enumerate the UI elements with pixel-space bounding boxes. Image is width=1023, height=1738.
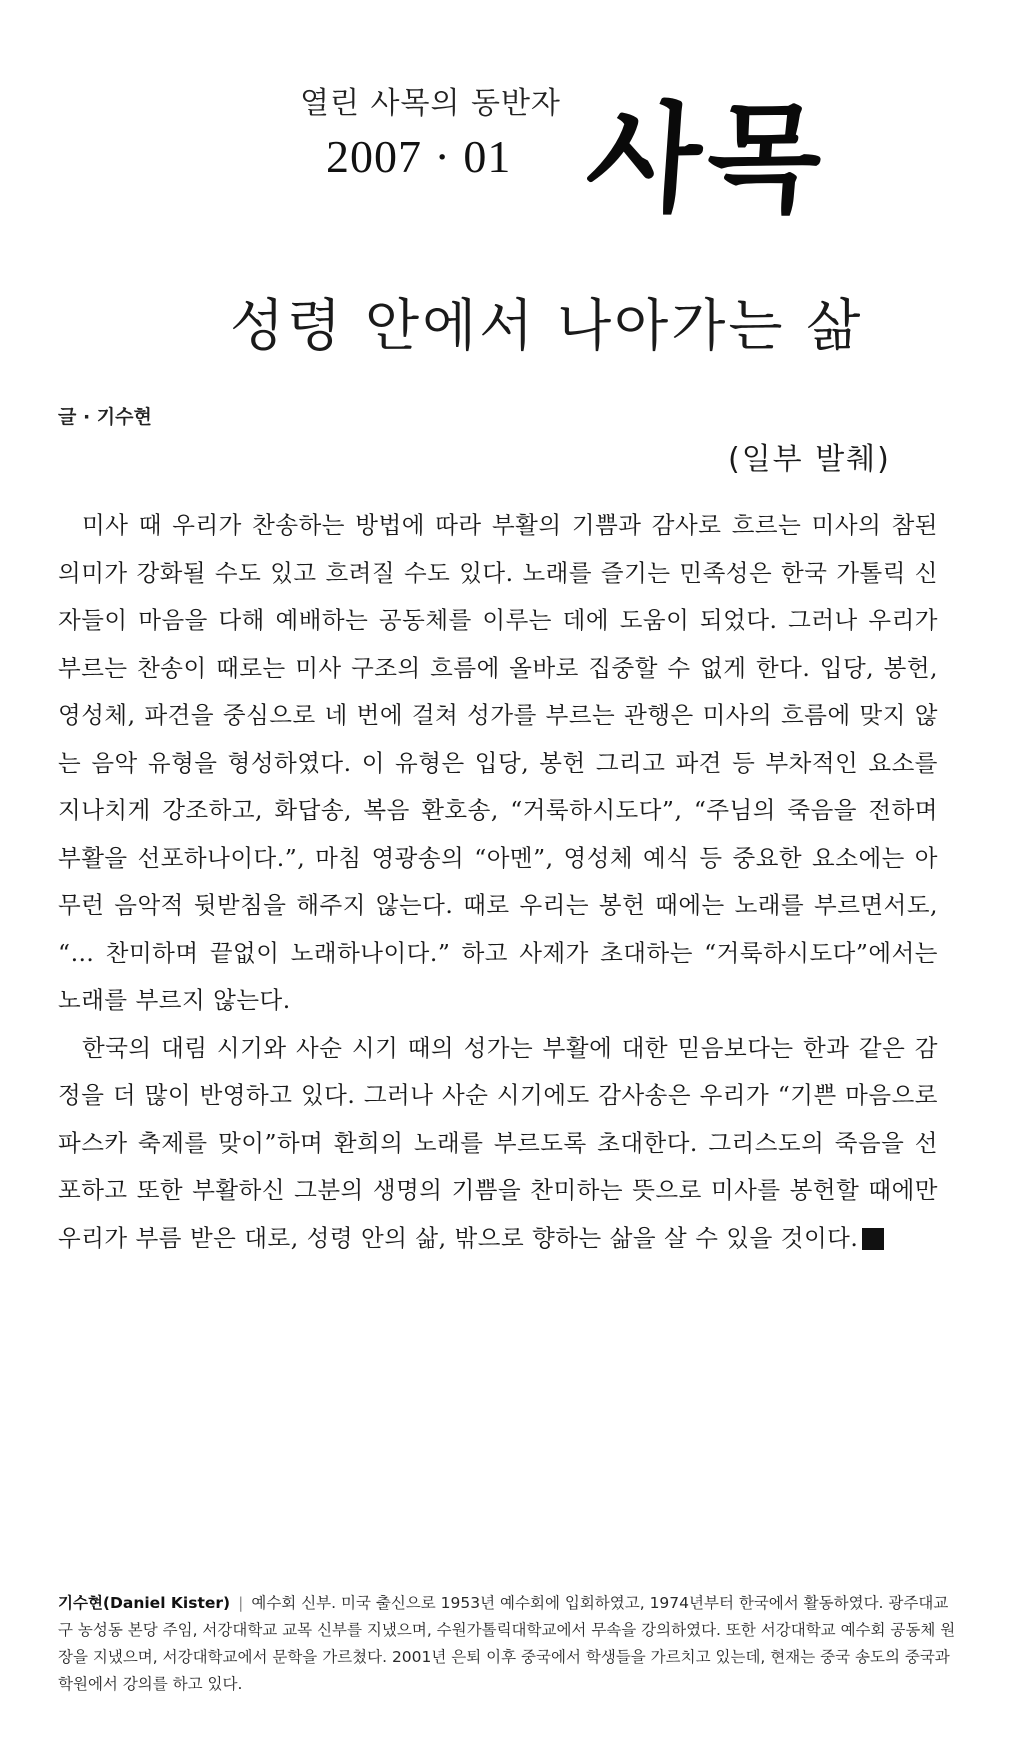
body-paragraph: 미사 때 우리가 찬송하는 방법에 따라 부활의 기쁨과 감사로 흐르는 미사의 참된 의미가 강화될 수도 있고 흐려질 수도 있다. 노래를 즐기는 민족성은 한국 가톨릭 신자들이 마음을 다해 예배하는 공동체를 이루는 데에 도움이 되었다. 그러나 우리가 부르는 찬송이 때로는 미사 구조의 흐름에 올바로 집중할 수 없게 한다. 입당, 봉헌, 영성체, 파견을 중심으로 네 번에 걸쳐 성가를 부르는 관행은 미사의 흐름에 맞지 않는 음악 유형을 형성하였다. 이 유형은 입당, 봉헌 그리고 파견 등 부차적인 요소를 지나치게 강조하고, 화답송, 복음 환호송, “거룩하시도다”, “주님의 죽음을 전하며 부활을 선포하나이다.”, 마침 영광송의 “아멘”, 영성체 예식 등 중요한 요소에는 아무런 음악적 뒷받침을 해주지 않는다. 때로 우리는 봉헌 때에는 노래를 부르면서도, “… 찬미하며 끝없이 노래하나이다.” 하고 사제가 초대하는 “거룩하시도다”에서는 노래를 부르지 않는다.: [58, 511, 938, 1014]
article-title: 성령 안에서 나아가는 삶: [230, 294, 864, 359]
magazine-logo: 사목: [582, 89, 833, 228]
issue-date: 2007 · 01: [326, 131, 512, 182]
paragraph-text: 한국의 대림 시기와 사순 시기 때의 성가는 부활에 대한 믿음보다는 한과 같은 감정을 더 많이 반영하고 있다. 그러나 사순 시기에도 감사송은 우리가 “기쁜 마음으로 파스카 축제를 맞이”하며 환희의 노래를 부르도록 초대한다. 그리스도의 죽음을 선포하고 또한 부활하신 그분의 생명의 기쁨을 찬미하는 뜻으로 미사를 봉헌할 때에만 우리가 부름 받은 대로, 성령 안의 삶, 밖으로 향하는 삶을 살 수 있을 것이다.: [58, 1033, 938, 1252]
body-paragraph: [58, 1025, 938, 1263]
byline: 글 · 기수현: [58, 406, 152, 428]
author-bio-text: 예수회 신부. 미국 출신으로 1953년 예수회에 입회하였고, 1974년부터 한국에서 활동하였다. 광주대교구 농성동 본당 주임, 서강대학교 교목 신부를 지냈으며, 수원가톨릭대학교에서 무속을 강의하였다. 또한 서강대학교 예수회 공동체 원장을 지냈으며, 서강대학교에서 문학을 가르쳤다. 2001년 은퇴 이후 중국에서 학생들을 가르치고 있는데, 현재는 중국 송도의 중국과학원에서 강의를 하고 있다.: [58, 1594, 956, 1693]
article-body: [58, 502, 938, 1262]
author-bio: [58, 1590, 958, 1698]
excerpt-note: (일부 발췌): [728, 442, 891, 477]
masthead: [300, 72, 980, 228]
magazine-tagline: 열린 사목의 동반자: [300, 86, 561, 121]
bio-separator: |: [238, 1594, 244, 1612]
author-name: 기수현(Daniel Kister): [58, 1594, 231, 1612]
end-mark-icon: 9: [862, 1228, 884, 1250]
